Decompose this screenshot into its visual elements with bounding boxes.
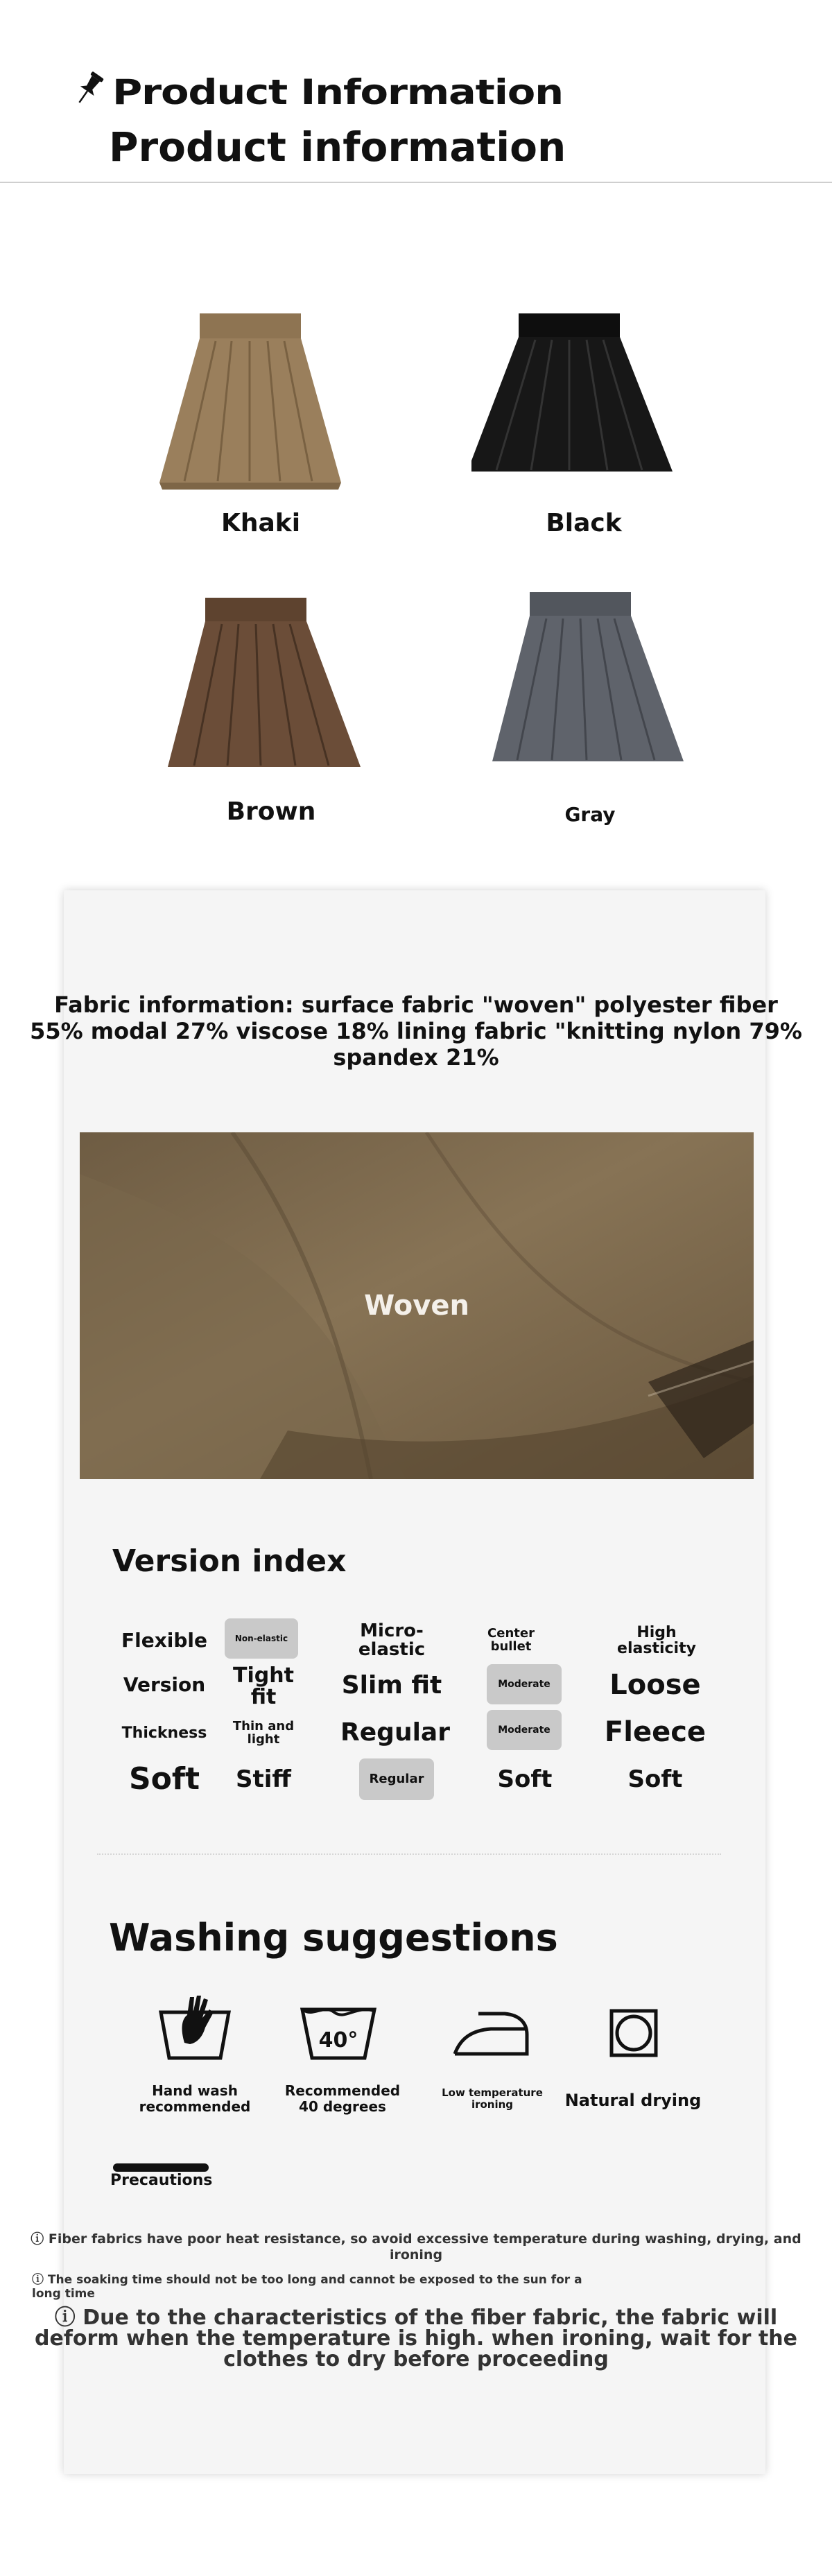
brown-skirt-image (164, 595, 372, 775)
color-label-black: Black (546, 509, 622, 537)
color-label-khaki: Khaki (220, 509, 301, 537)
vi-option-loose: Loose (609, 1669, 701, 1701)
vi-option-stiff: Stiff (236, 1765, 291, 1794)
wash-label-40: Recommended 40 degrees (284, 2082, 401, 2115)
vi-row-label-flexible: Flexible (121, 1629, 207, 1652)
vi-option-soft-max: Soft (627, 1765, 683, 1794)
washing-suggestions-title: Washing suggestions (109, 1916, 558, 1960)
version-index-title: Version index (112, 1544, 347, 1579)
vi-selected-moderate-thickness: Moderate (487, 1710, 562, 1750)
vi-selected-regular: Regular (359, 1758, 434, 1800)
page-title: Product information (109, 123, 566, 171)
vi-option-thin-and-light: Thin and light (232, 1719, 295, 1747)
vi-option-high-elasticity: High elasticity (617, 1623, 696, 1657)
section-divider (97, 1853, 721, 1855)
color-label-gray: Gray (564, 803, 616, 826)
pushpin-icon (72, 69, 105, 108)
vi-row-label-soft: Soft (128, 1761, 200, 1797)
precaution-note-1: ⓘ Fiber fabrics have poor heat resistance, so avoid excessive temperature during washing, drying, and ironing (31, 2231, 801, 2263)
header-divider (0, 182, 832, 183)
vi-option-regular-thickness: Regular (340, 1718, 450, 1747)
gray-skirt-image (485, 589, 693, 770)
vi-option-tight-fit: Tight fit (233, 1663, 294, 1709)
wash-40-label: 40° (318, 2028, 358, 2052)
precautions-bar (113, 2163, 209, 2172)
khaki-skirt-image (157, 311, 372, 491)
vi-selected-moderate-version: Moderate (487, 1664, 562, 1704)
wash-label-dry: Natural drying (564, 2091, 702, 2110)
color-label-brown: Brown (226, 797, 316, 826)
fabric-info-text: Fabric information: surface fabric "woven" polyester fiber 55% modal 27% viscose 18% lining fabric "knitting nylon 79% spandex 21% (30, 992, 802, 1071)
precaution-note-3: ⓘ Due to the characteristics of the fiber fabric, the fabric will deform when the temperature is high. when ironing, wait for the clothes to dry before proceeding (35, 2306, 797, 2371)
black-skirt-image (471, 311, 686, 491)
vi-row-label-thickness: Thickness (121, 1724, 207, 1743)
wash-label-iron: Low temperature ironing (442, 2086, 543, 2111)
header-title: Product Information (112, 72, 563, 112)
wash-40-degrees-icon (300, 2004, 377, 2062)
natural-drying-icon (609, 2008, 659, 2058)
vi-option-soft: Soft (497, 1765, 553, 1794)
vi-row-label-version: Version (123, 1673, 206, 1697)
vi-selected-non-elastic: Non-elastic (225, 1618, 298, 1659)
wash-label-hand: Hand wash recommended (139, 2082, 251, 2115)
vi-option-micro-elastic: Micro-elastic (358, 1620, 426, 1660)
vi-option-slim-fit: Slim fit (341, 1671, 442, 1700)
precautions-label: Precautions (110, 2172, 213, 2189)
low-temperature-iron-icon (451, 2008, 531, 2059)
vi-option-fleece: Fleece (604, 1716, 707, 1748)
hand-wash-icon (157, 1994, 233, 2064)
precaution-note-2: ⓘ The soaking time should not be too long and cannot be exposed to the sun for a long time (32, 2273, 582, 2301)
woven-label: Woven (364, 1290, 469, 1322)
vi-option-center-bullet: Center bullet (487, 1626, 535, 1654)
